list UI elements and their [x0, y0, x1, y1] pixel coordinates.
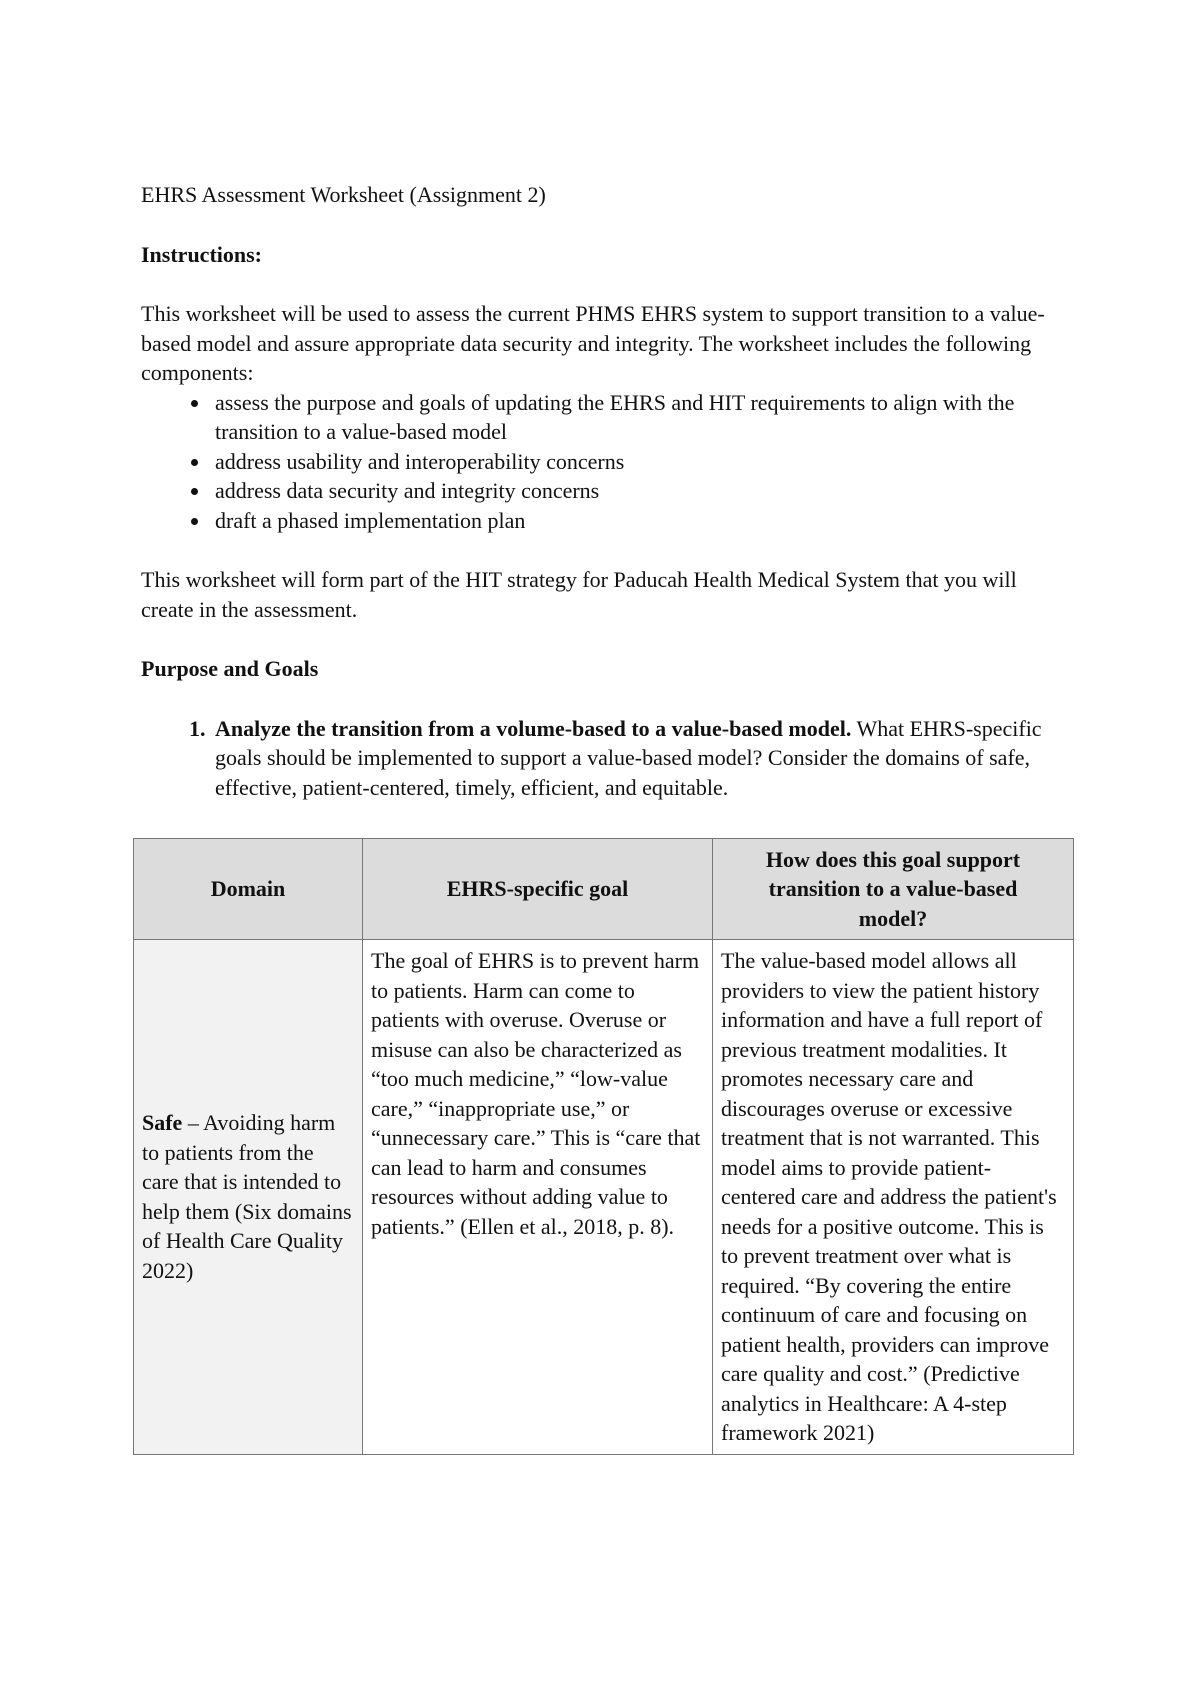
- section-heading: Purpose and Goals: [141, 656, 319, 681]
- cell-domain: [134, 940, 363, 1455]
- header-support: How does this goal support transition to a value-based model?: [713, 839, 1074, 940]
- question-item: [211, 714, 1071, 803]
- header-goal: EHRS-specific goal: [363, 839, 713, 940]
- document-page: [141, 180, 1071, 832]
- document-title: EHRS Assessment Worksheet (Assignment 2): [141, 182, 546, 207]
- goals-table: [133, 838, 1074, 1455]
- header-domain: Domain: [134, 839, 363, 940]
- list-item: • address usability and interoperability concerns: [211, 447, 1071, 477]
- list-item: • draft a phased implementation plan: [211, 506, 1071, 536]
- domain-description: – Avoiding harm to patients from the care that is intended to help them (Six domains of Health Care Quality 2022): [142, 1110, 352, 1283]
- table-row: [134, 940, 1074, 1455]
- cell-support: The value-based model allows all providers to view the patient history information and have a full report of previous treatment modalities. It promotes necessary care and discourages overuse or excessive treatment that is not warranted. This model aims to provide patient-centered care and address the patient's needs for a positive outcome. This is to prevent treatment over what is required. “By covering the entire continuum of care and focusing on patient health, providers can improve care quality and cost.” (Predictive analytics in Healthcare: A 4-step framework 2021): [713, 940, 1074, 1455]
- intro-paragraph: This worksheet will be used to assess the current PHMS EHRS system to support transition to a value-based model and assure appropriate data security and integrity. The worksheet includes the following components:: [141, 301, 1045, 385]
- instructions-heading: Instructions:: [141, 241, 263, 267]
- question-bold: Analyze the transition from a volume-based to a value-based model.: [215, 715, 852, 741]
- components-list: [141, 388, 1071, 536]
- list-item: • address data security and integrity concerns: [211, 476, 1071, 506]
- question-list: [141, 714, 1071, 803]
- question-text: What EHRS-specific goals should be implemented to support a value-based model? Consider the domains of safe, effective, patient-centered, timely, efficient, and equitable.: [215, 715, 1042, 800]
- closing-paragraph: This worksheet will form part of the HIT strategy for Paducah Health Medical System that you will create in the assessment.: [141, 567, 1017, 622]
- domain-name: Safe: [142, 1110, 183, 1136]
- cell-goal: The goal of EHRS is to prevent harm to patients. Harm can come to patients with overuse. Overuse or misuse can also be characterized as “too much medicine,” “low-value care,” “inappropriate use,” or “unnecessary care.” This is “care that can lead to harm and consumes resources without adding value to patients.” (Ellen et al., 2018, p. 8).: [363, 940, 713, 1455]
- list-item: • assess the purpose and goals of updating the EHRS and HIT requirements to align with the transition to a value-based model: [211, 388, 1071, 447]
- table-header-row: [134, 839, 1074, 940]
